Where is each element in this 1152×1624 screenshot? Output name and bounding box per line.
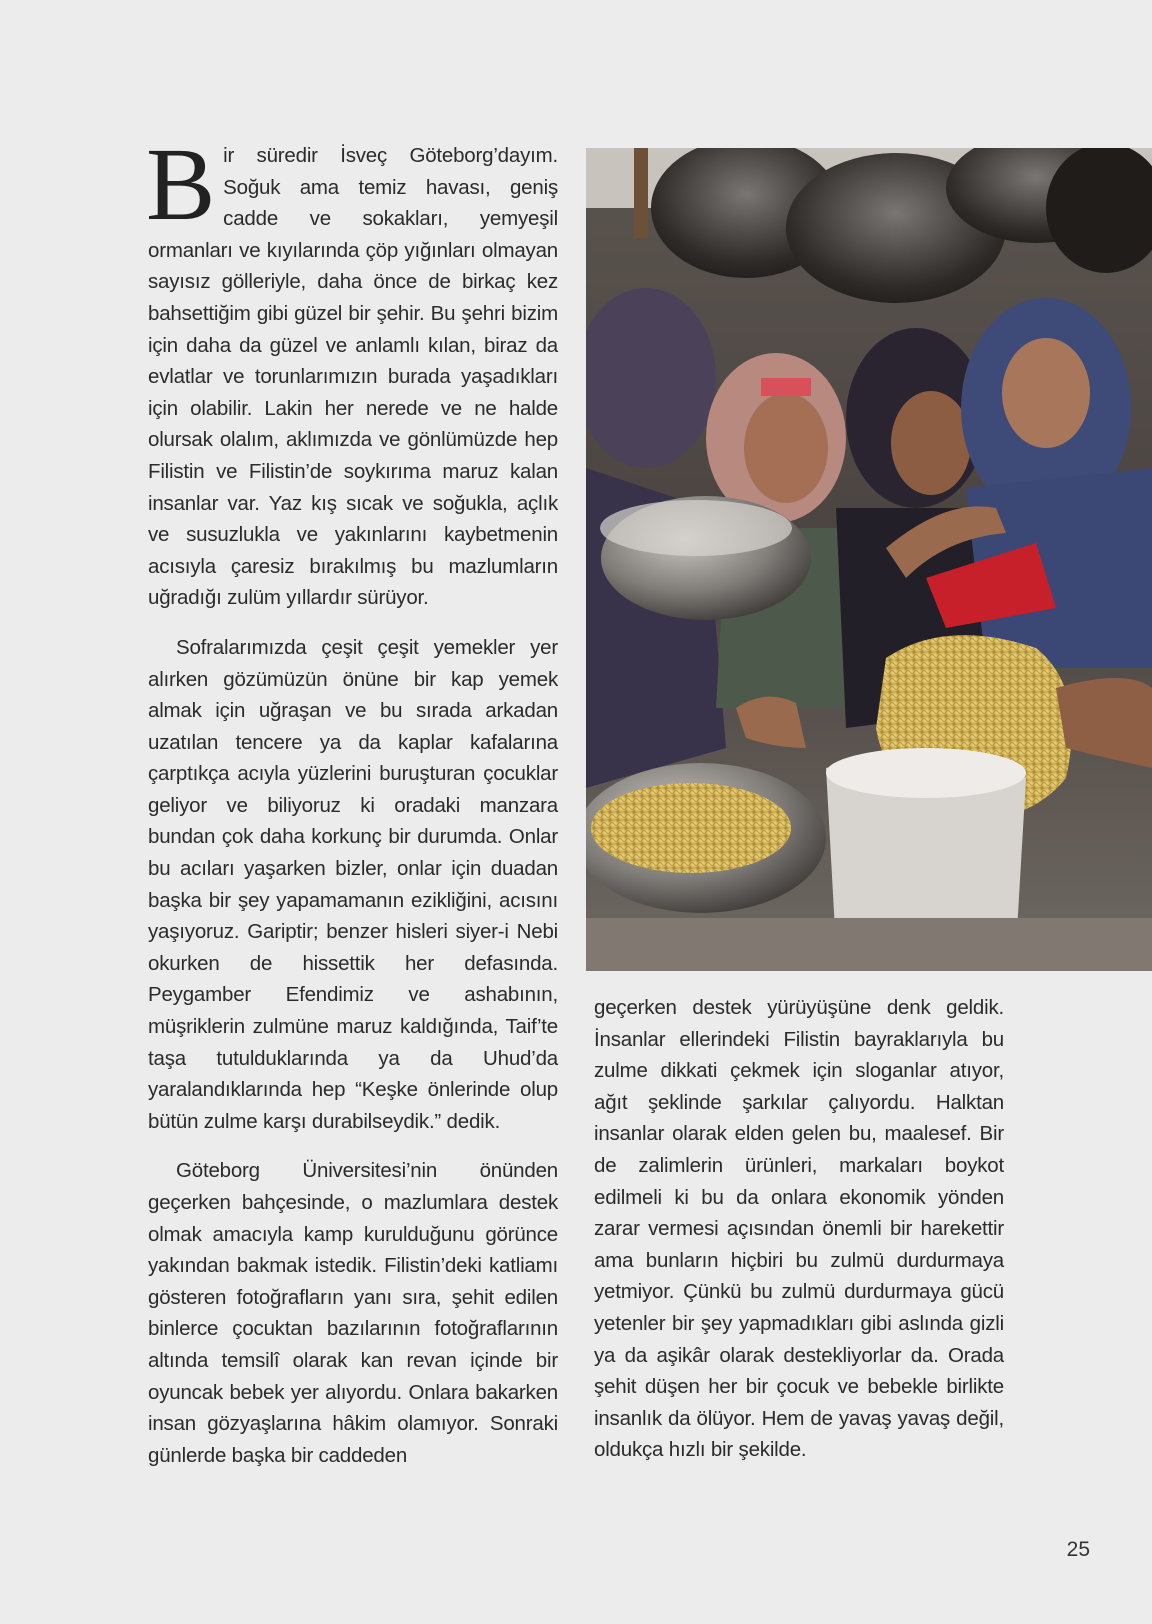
article-photo — [586, 148, 1152, 971]
article-left-column — [146, 127, 558, 1471]
article-paragraph-1 — [146, 127, 558, 614]
drop-cap: B — [146, 127, 216, 242]
paragraph-1-text: ir süredir İsveç Göteborg’dayım. Soğuk ama temiz havası, geniş cadde ve sokakları, yemyeşil ormanları ve kıyılarında çöp yığınları olmayan sayısız gölleriyle, daha önce de birkaç kez bahsettiğim gibi güzel bir şehir. Bu şehri bizim için daha da güzel ve anlamlı kılan, biraz da evlatlar ve torunlarımızın burada yaşadıkları için olabilir. Lakin her nerede ve ne halde olursak olalım, aklımızda ve gönlümüzde hep Filistin ve Filistin’de soykırıma maruz kalan insanlar var. Yaz kış sıcak ve soğukla, açlık ve susuzlukla ve yakınlarını kaybetmenin acısıyla çaresiz bırakılmış bu mazlumların uğradığı zulüm yıllardır sürüyor. — [148, 144, 558, 610]
page-number: 25 — [1066, 1538, 1090, 1561]
article-paragraph-4: geçerken destek yürüyüşüne denk geldik. İnsanlar ellerindeki Filistin bayraklarıyla bu zulme dikkati çekmek için sloganlar atıyor, ağıt şeklinde şarkılar çalıyordu. Halktan insanlar olarak elden gelen bu, maalesef. Bir de zalimlerin ürünleri, markaları boykot edilmeli ki bu da onlara ekonomik yönden zarar vermesi açısından önemli bir harekettir ama bunların hiçbiri bu zulmü durdurmaya yetmiyor. Çünkü bu zulmü durdurmaya gücü yetenler bir şey yapmadıkları gibi aslında gizli ya da aşikâr olarak destekliyorlar da. Orada şehit düşen her bir çocuk ve bebekle birlikte insanlık da ölüyor. Hem de yavaş yavaş değil, oldukça hızlı bir şekilde. — [594, 996, 1004, 1462]
article-paragraph-2: Sofralarımızda çeşit çeşit yemekler yer alırken gözümüzün önüne bir kap yemek almak için uğraşan ve bu sırada arkadan uzatılan tencere ya da kaplar kafalarına çarptıkça acıyla yüzlerini buruşturan çocuklar geliyor ve biliyoruz ki oradaki manzara bundan çok daha korkunç bir durumda. Onlar bu acıları yaşarken bizler, onlar için duadan başka bir şey yapamamanın ezikliğini, acısını yaşıyoruz. Gariptir; benzer hisleri siyer-i Nebi okurken de hissettik her defasında. Peygamber Efendimiz ve ashabının, müşriklerin zulmüne maruz kaldığında, Taif’te taşa tutulduklarında ya da Uhud’da yaralandıklarında hep “Keşke önlerinde olup bütün zulme karşı durabilseydik.” dedik. — [148, 635, 558, 1133]
crowd-food-photo-icon — [586, 148, 1152, 971]
article-paragraph-3: Göteborg Üniversitesi’nin önünden geçerken bahçesinde, o mazlumlara destek olmak amacıyla kamp kurulduğunu görünce yakından bakmak istedik. Filistin’deki katliamı gösteren fotoğrafların yanı sıra, şehit edilen binlerce çocuktan bazılarının fotoğraflarının altında temsilî olarak kan revan içinde bir oyuncak bebek yer alıyordu. Onlara bakarken insan gözyaşlarına hâkim olamıyor. Sonraki günlerde başka bir caddeden — [148, 1159, 558, 1467]
article-right-column — [594, 992, 1004, 1466]
